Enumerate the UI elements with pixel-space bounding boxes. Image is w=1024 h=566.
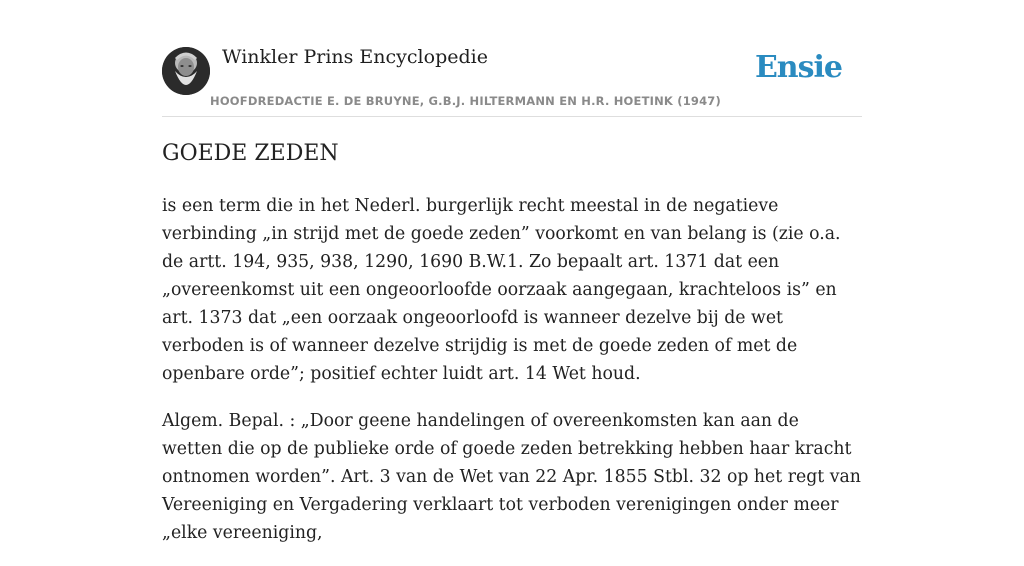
bearded-man-portrait-icon (162, 47, 210, 95)
brand-logo[interactable]: Ensie (754, 50, 842, 85)
header (162, 0, 862, 117)
article-title: GOEDE ZEDEN (162, 141, 339, 166)
article-paragraph: is een term die in het Nederl. burgerlijk recht meestal in de negatieve verbinding „in strijd met de goede zeden” voorkomt en van belang is (zie o.a. de artt. 194, 935, 938, 1290, 1690 B.W.1. Zo bepaalt art. 1371 dat een „overeenkomst uit een ongeoorloofde oorzaak aangegaan, krachteloos is” en art. 1373 dat „een oorzaak ongeoorloofd is wanneer dezelve bij de wet verboden is of wanneer dezelve strijdig is met de goede zeden of met de openbare orde”; positief echter luidt art. 14 Wet houd. (162, 196, 841, 384)
avatar[interactable] (162, 47, 210, 95)
site-title[interactable]: Winkler Prins Encyclopedie (222, 46, 488, 68)
page (162, 0, 862, 543)
article-paragraph: Algem. Bepal. : „Door geene handelingen of overeenkomsten kan aan de wetten die op de publieke orde of goede zeden betrekking hebben haar kracht ontnomen worden”. Art. 3 van de Wet van 22 Apr. 1855 Stbl. 32 op het regt van Vereeniging en Vergadering verklaart tot verboden verenigingen onder meer „elke vereeniging, (162, 411, 861, 543)
article-body (162, 192, 862, 566)
editors-credit: HOOFDREDACTIE E. DE BRUYNE, G.B.J. HILTERMANN EN H.R. HOETINK (1947) (210, 94, 721, 108)
